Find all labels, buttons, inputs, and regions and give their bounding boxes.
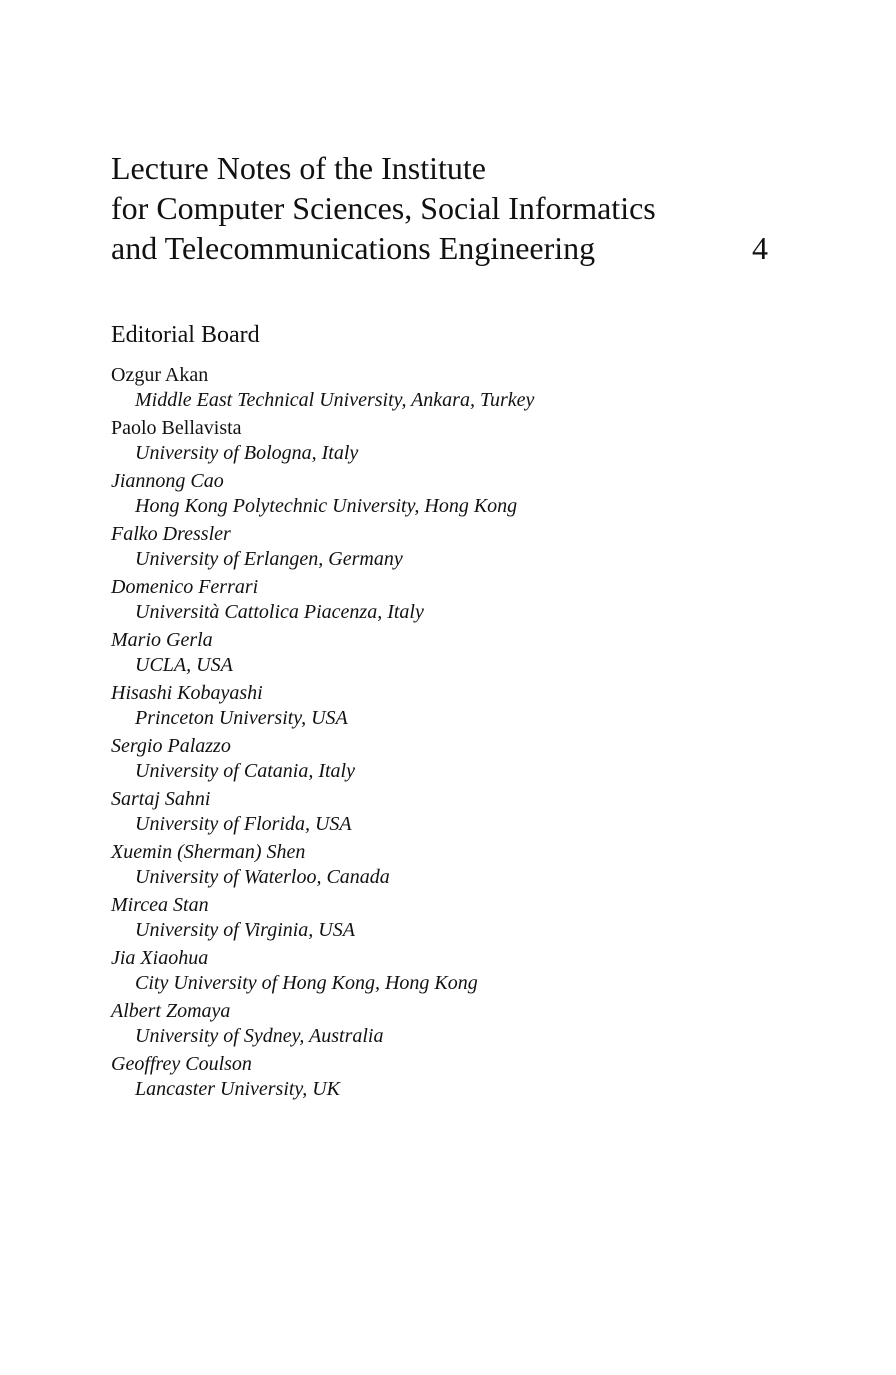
board-member — [111, 363, 811, 416]
member-name: Jia Xiaohua — [111, 947, 209, 969]
member-affiliation: University of Catania, Italy — [135, 760, 355, 782]
board-member — [111, 893, 811, 946]
board-member — [111, 840, 811, 893]
member-name: Albert Zomaya — [111, 1000, 231, 1022]
member-affiliation: University of Virginia, USA — [135, 919, 355, 941]
series-title-line-2: for Computer Sciences, Social Informatics — [111, 190, 656, 226]
member-affiliation: University of Florida, USA — [135, 813, 352, 835]
board-member — [111, 628, 811, 681]
member-name: Sartaj Sahni — [111, 788, 211, 810]
board-member — [111, 681, 811, 734]
member-name: Falko Dressler — [111, 523, 231, 545]
board-member — [111, 522, 811, 575]
member-affiliation: University of Bologna, Italy — [135, 442, 359, 464]
member-affiliation: City University of Hong Kong, Hong Kong — [135, 972, 478, 994]
member-affiliation: Middle East Technical University, Ankara, Turkey — [135, 389, 535, 411]
member-name: Mario Gerla — [111, 629, 213, 651]
member-affiliation: Lancaster University, UK — [135, 1078, 340, 1100]
series-title-line-1: Lecture Notes of the Institute — [111, 150, 486, 186]
member-affiliation: Università Cattolica Piacenza, Italy — [135, 601, 424, 623]
member-name: Sergio Palazzo — [111, 735, 231, 757]
member-name: Xuemin (Sherman) Shen — [111, 841, 306, 863]
member-name: Jiannong Cao — [111, 470, 224, 492]
editorial-board-list — [111, 363, 811, 1105]
member-name: Mircea Stan — [111, 894, 209, 916]
board-member — [111, 1052, 811, 1105]
member-name: Paolo Bellavista — [111, 417, 242, 439]
member-name: Domenico Ferrari — [111, 576, 259, 598]
board-member — [111, 946, 811, 999]
board-member — [111, 734, 811, 787]
editorial-board-heading: Editorial Board — [111, 322, 260, 348]
member-affiliation: University of Erlangen, Germany — [135, 548, 403, 570]
board-member — [111, 416, 811, 469]
volume-number: 4 — [752, 230, 768, 266]
member-name: Hisashi Kobayashi — [111, 682, 263, 704]
member-affiliation: UCLA, USA — [135, 654, 233, 676]
board-member — [111, 469, 811, 522]
series-title — [111, 148, 711, 268]
member-affiliation: University of Sydney, Australia — [135, 1025, 384, 1047]
member-affiliation: Princeton University, USA — [135, 707, 348, 729]
board-member — [111, 575, 811, 628]
board-member — [111, 787, 811, 840]
board-member — [111, 999, 811, 1052]
member-affiliation: University of Waterloo, Canada — [135, 866, 390, 888]
member-affiliation: Hong Kong Polytechnic University, Hong Kong — [135, 495, 518, 517]
series-title-line-3: and Telecommunications Engineering — [111, 230, 596, 266]
member-name: Ozgur Akan — [111, 364, 209, 386]
member-name: Geoffrey Coulson — [111, 1053, 252, 1075]
